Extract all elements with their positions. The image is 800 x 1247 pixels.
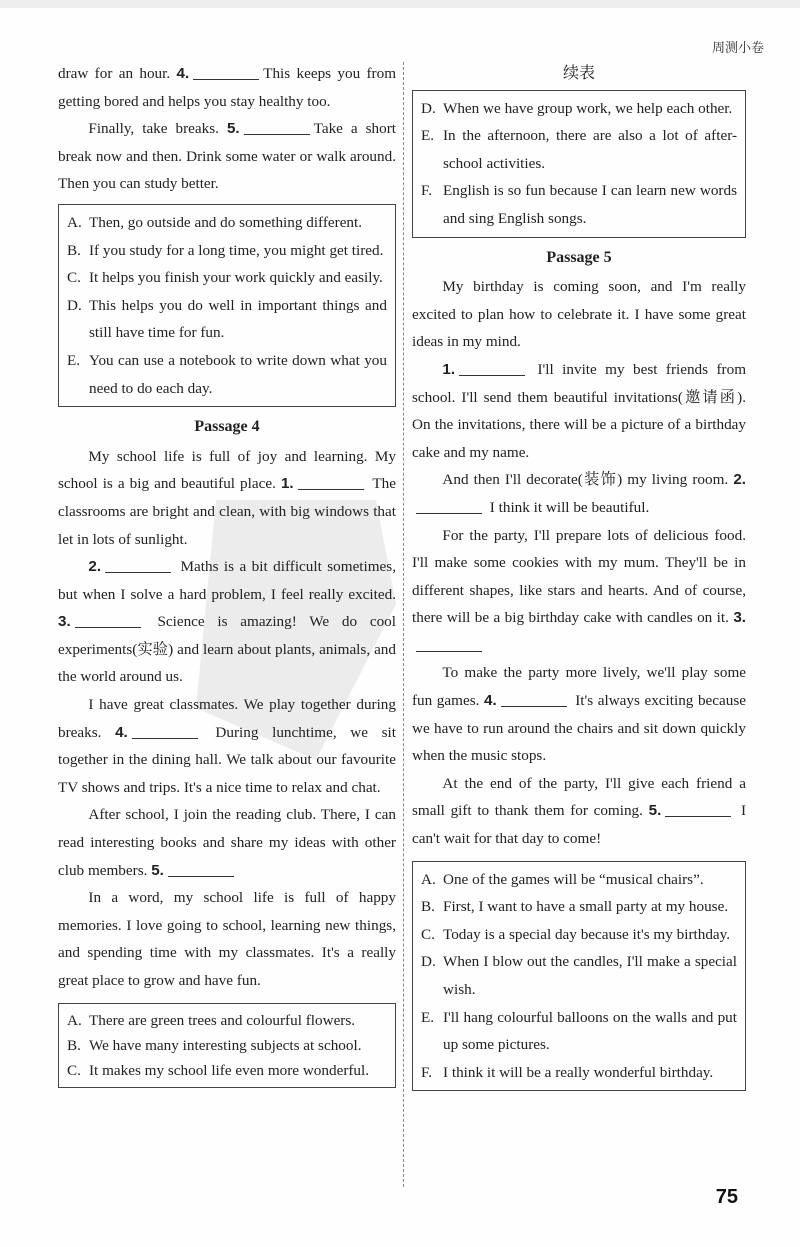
option-letter: B. <box>67 1036 81 1054</box>
question-number: 3. <box>58 613 71 631</box>
option-item[interactable] <box>421 893 737 921</box>
header-label: 周测小卷 <box>711 41 764 56</box>
answer-blank[interactable] <box>105 557 171 573</box>
paragraph <box>58 553 396 691</box>
column-divider <box>403 62 404 1187</box>
option-item[interactable] <box>67 1008 387 1033</box>
text: After school, I join the reading club. There, I can read interesting books and share my ideas with other club members. <box>58 806 396 879</box>
text: My school life is full of joy and learning. My school is a big and beautiful place. <box>58 447 396 493</box>
option-letter: D. <box>421 99 436 117</box>
text: It's always exciting because we have to run around the chairs and sit down quickly when the music stops. <box>412 692 747 765</box>
text: At the end of the party, I'll give each friend a small gift to thank them for coming. <box>412 774 746 820</box>
question-number: 4. <box>176 65 190 82</box>
option-item[interactable] <box>421 948 737 1003</box>
paragraph: My birthday is coming soon, and I'm really excited to plan how to celebrate it. I have some great ideas in my mind. <box>412 278 746 351</box>
top-bar <box>0 0 800 8</box>
answer-blank[interactable] <box>459 360 525 376</box>
text: And then I'll decorate(装饰) my living room. <box>442 471 729 489</box>
answer-blank[interactable] <box>168 861 234 877</box>
text: Take a short break now and then. Drink some water or walk around. Then you can study better. <box>58 120 397 193</box>
left-column <box>58 60 396 1094</box>
paragraph <box>412 522 746 660</box>
text: Science is amazing! We do cool experiments(实验) and learn about plants, animals, and the world around us. <box>58 613 397 686</box>
right-column <box>412 60 746 1097</box>
option-text: When I blow out the candles, I'll make a special wish. <box>443 953 737 998</box>
paragraph <box>412 466 746 521</box>
question-number: 2. <box>733 471 746 489</box>
answer-blank[interactable] <box>416 498 482 514</box>
passage-title: Passage 4 <box>194 418 260 436</box>
paragraph: In a word, my school life is full of happy memories. I love going to school, learning new things, and spending time with my classmates. It's a really great place to grow and have fun. <box>58 889 396 989</box>
text: Finally, take breaks. <box>88 120 219 138</box>
option-item[interactable] <box>421 866 737 894</box>
option-text: If you study for a long time, you might get tired. <box>89 241 384 259</box>
option-item[interactable] <box>421 921 737 949</box>
text: For the party, I'll prepare lots of delicious food. I'll make some cookies with my mum. They'll be in different shapes, like stars and hearts. And of course, there will be a big birthday cake with candles on it. <box>412 526 746 627</box>
option-item[interactable] <box>67 237 387 265</box>
options-box <box>412 861 746 1092</box>
question-number: 1. <box>442 360 456 378</box>
option-item[interactable] <box>421 177 737 232</box>
text: I have great classmates. We play together during breaks. <box>58 696 396 741</box>
option-text: When we have group work, we help each other. <box>443 99 733 117</box>
paragraph <box>58 60 396 115</box>
option-item[interactable] <box>421 1004 737 1059</box>
option-letter: E. <box>421 127 435 145</box>
question-number: 5. <box>226 120 240 138</box>
options-box <box>58 1003 396 1088</box>
option-item[interactable] <box>67 264 387 292</box>
paragraph <box>58 115 396 198</box>
question-number: 5. <box>151 861 164 879</box>
option-letter: C. <box>421 925 435 943</box>
options-box <box>58 204 396 407</box>
question-number: 5. <box>648 802 662 820</box>
paragraph <box>412 659 746 769</box>
option-text: One of the games will be “musical chairs”. <box>443 870 704 888</box>
answer-blank[interactable] <box>416 636 482 652</box>
question-number: 3. <box>733 609 746 627</box>
option-letter: F. <box>421 182 433 200</box>
paragraph <box>58 443 396 553</box>
option-letter: B. <box>421 898 435 916</box>
text: The classrooms are bright and clean, with big windows that let in lots of sunlight. <box>58 475 397 548</box>
answer-blank[interactable] <box>298 474 364 490</box>
option-text: Then, go outside and do something different. <box>89 213 363 231</box>
text: I can't wait for that day to come! <box>412 802 747 848</box>
answer-blank[interactable] <box>193 64 259 80</box>
option-letter: E. <box>67 351 81 369</box>
option-item[interactable] <box>67 209 387 237</box>
option-text: English is so fun because I can learn new words and sing English songs. <box>443 182 737 227</box>
continued-label: 续表 <box>562 65 595 82</box>
option-text: I'll hang colourful balloons on the walls and put up some pictures. <box>443 1008 737 1054</box>
option-letter: C. <box>67 269 81 287</box>
text: During lunchtime, we sit together in the dining hall. We talk about our favourite TV shows and trips. It's a nice time to relax and chat. <box>58 723 396 796</box>
option-letter: D. <box>67 296 82 314</box>
answer-blank[interactable] <box>665 801 731 817</box>
question-number: 2. <box>88 558 102 576</box>
options-box <box>412 90 746 238</box>
question-number: 1. <box>280 475 294 493</box>
option-text: You can use a notebook to write down what you need to do each day. <box>89 351 387 397</box>
paragraph <box>412 770 746 853</box>
option-letter: C. <box>67 1061 81 1079</box>
option-letter: A. <box>421 870 436 888</box>
option-letter: A. <box>67 1011 82 1029</box>
option-text: It helps you finish your work quickly and easily. <box>89 269 383 287</box>
paragraph <box>58 691 396 801</box>
option-text: I think it will be a really wonderful birthday. <box>443 1063 714 1081</box>
option-item[interactable] <box>67 347 387 402</box>
text: I think it will be beautiful. <box>489 498 650 516</box>
option-letter: B. <box>67 241 81 259</box>
text: draw for an hour. <box>58 65 171 82</box>
option-item[interactable] <box>67 1033 387 1058</box>
passage-title: Passage 5 <box>546 248 612 266</box>
option-item[interactable] <box>421 122 737 177</box>
question-number: 4. <box>484 692 497 710</box>
option-item[interactable] <box>67 1058 387 1083</box>
question-number: 4. <box>115 723 128 741</box>
option-letter: A. <box>67 213 82 231</box>
text: Maths is a bit difficult sometimes, but when I solve a hard problem, I feel really excited. <box>58 558 397 603</box>
text: This keeps you from getting bored and helps you stay healthy too. <box>58 65 397 110</box>
option-text: Today is a special day because it's my birthday. <box>443 925 731 943</box>
option-text: There are green trees and colourful flowers. <box>89 1011 356 1029</box>
option-text: We have many interesting subjects at school. <box>89 1036 362 1054</box>
option-item[interactable] <box>67 292 387 347</box>
option-text: It makes my school life even more wonderful. <box>89 1061 370 1079</box>
option-letter: F. <box>421 1063 433 1081</box>
page-number: 75 <box>715 1186 738 1208</box>
answer-blank[interactable] <box>244 119 310 135</box>
option-text: This helps you do well in important things and still have time for fun. <box>89 296 387 342</box>
answer-blank[interactable] <box>501 691 567 707</box>
option-item[interactable] <box>421 95 737 123</box>
text: I'll invite my best friends from school. I'll send them beautiful invitations(邀请函). On the invitations, there will be a picture of a birthday cake and my name. <box>412 360 747 461</box>
option-letter: D. <box>421 953 436 971</box>
option-text: In the afternoon, there are also a lot of after-school activities. <box>443 127 737 172</box>
text: To make the party more lively, we'll play some fun games. <box>412 664 746 710</box>
option-text: First, I want to have a small party at my house. <box>443 898 729 916</box>
paragraph <box>412 356 746 466</box>
answer-blank[interactable] <box>75 612 141 628</box>
paragraph <box>58 801 396 884</box>
option-letter: E. <box>421 1008 435 1026</box>
option-item[interactable] <box>421 1059 737 1087</box>
answer-blank[interactable] <box>132 723 198 739</box>
